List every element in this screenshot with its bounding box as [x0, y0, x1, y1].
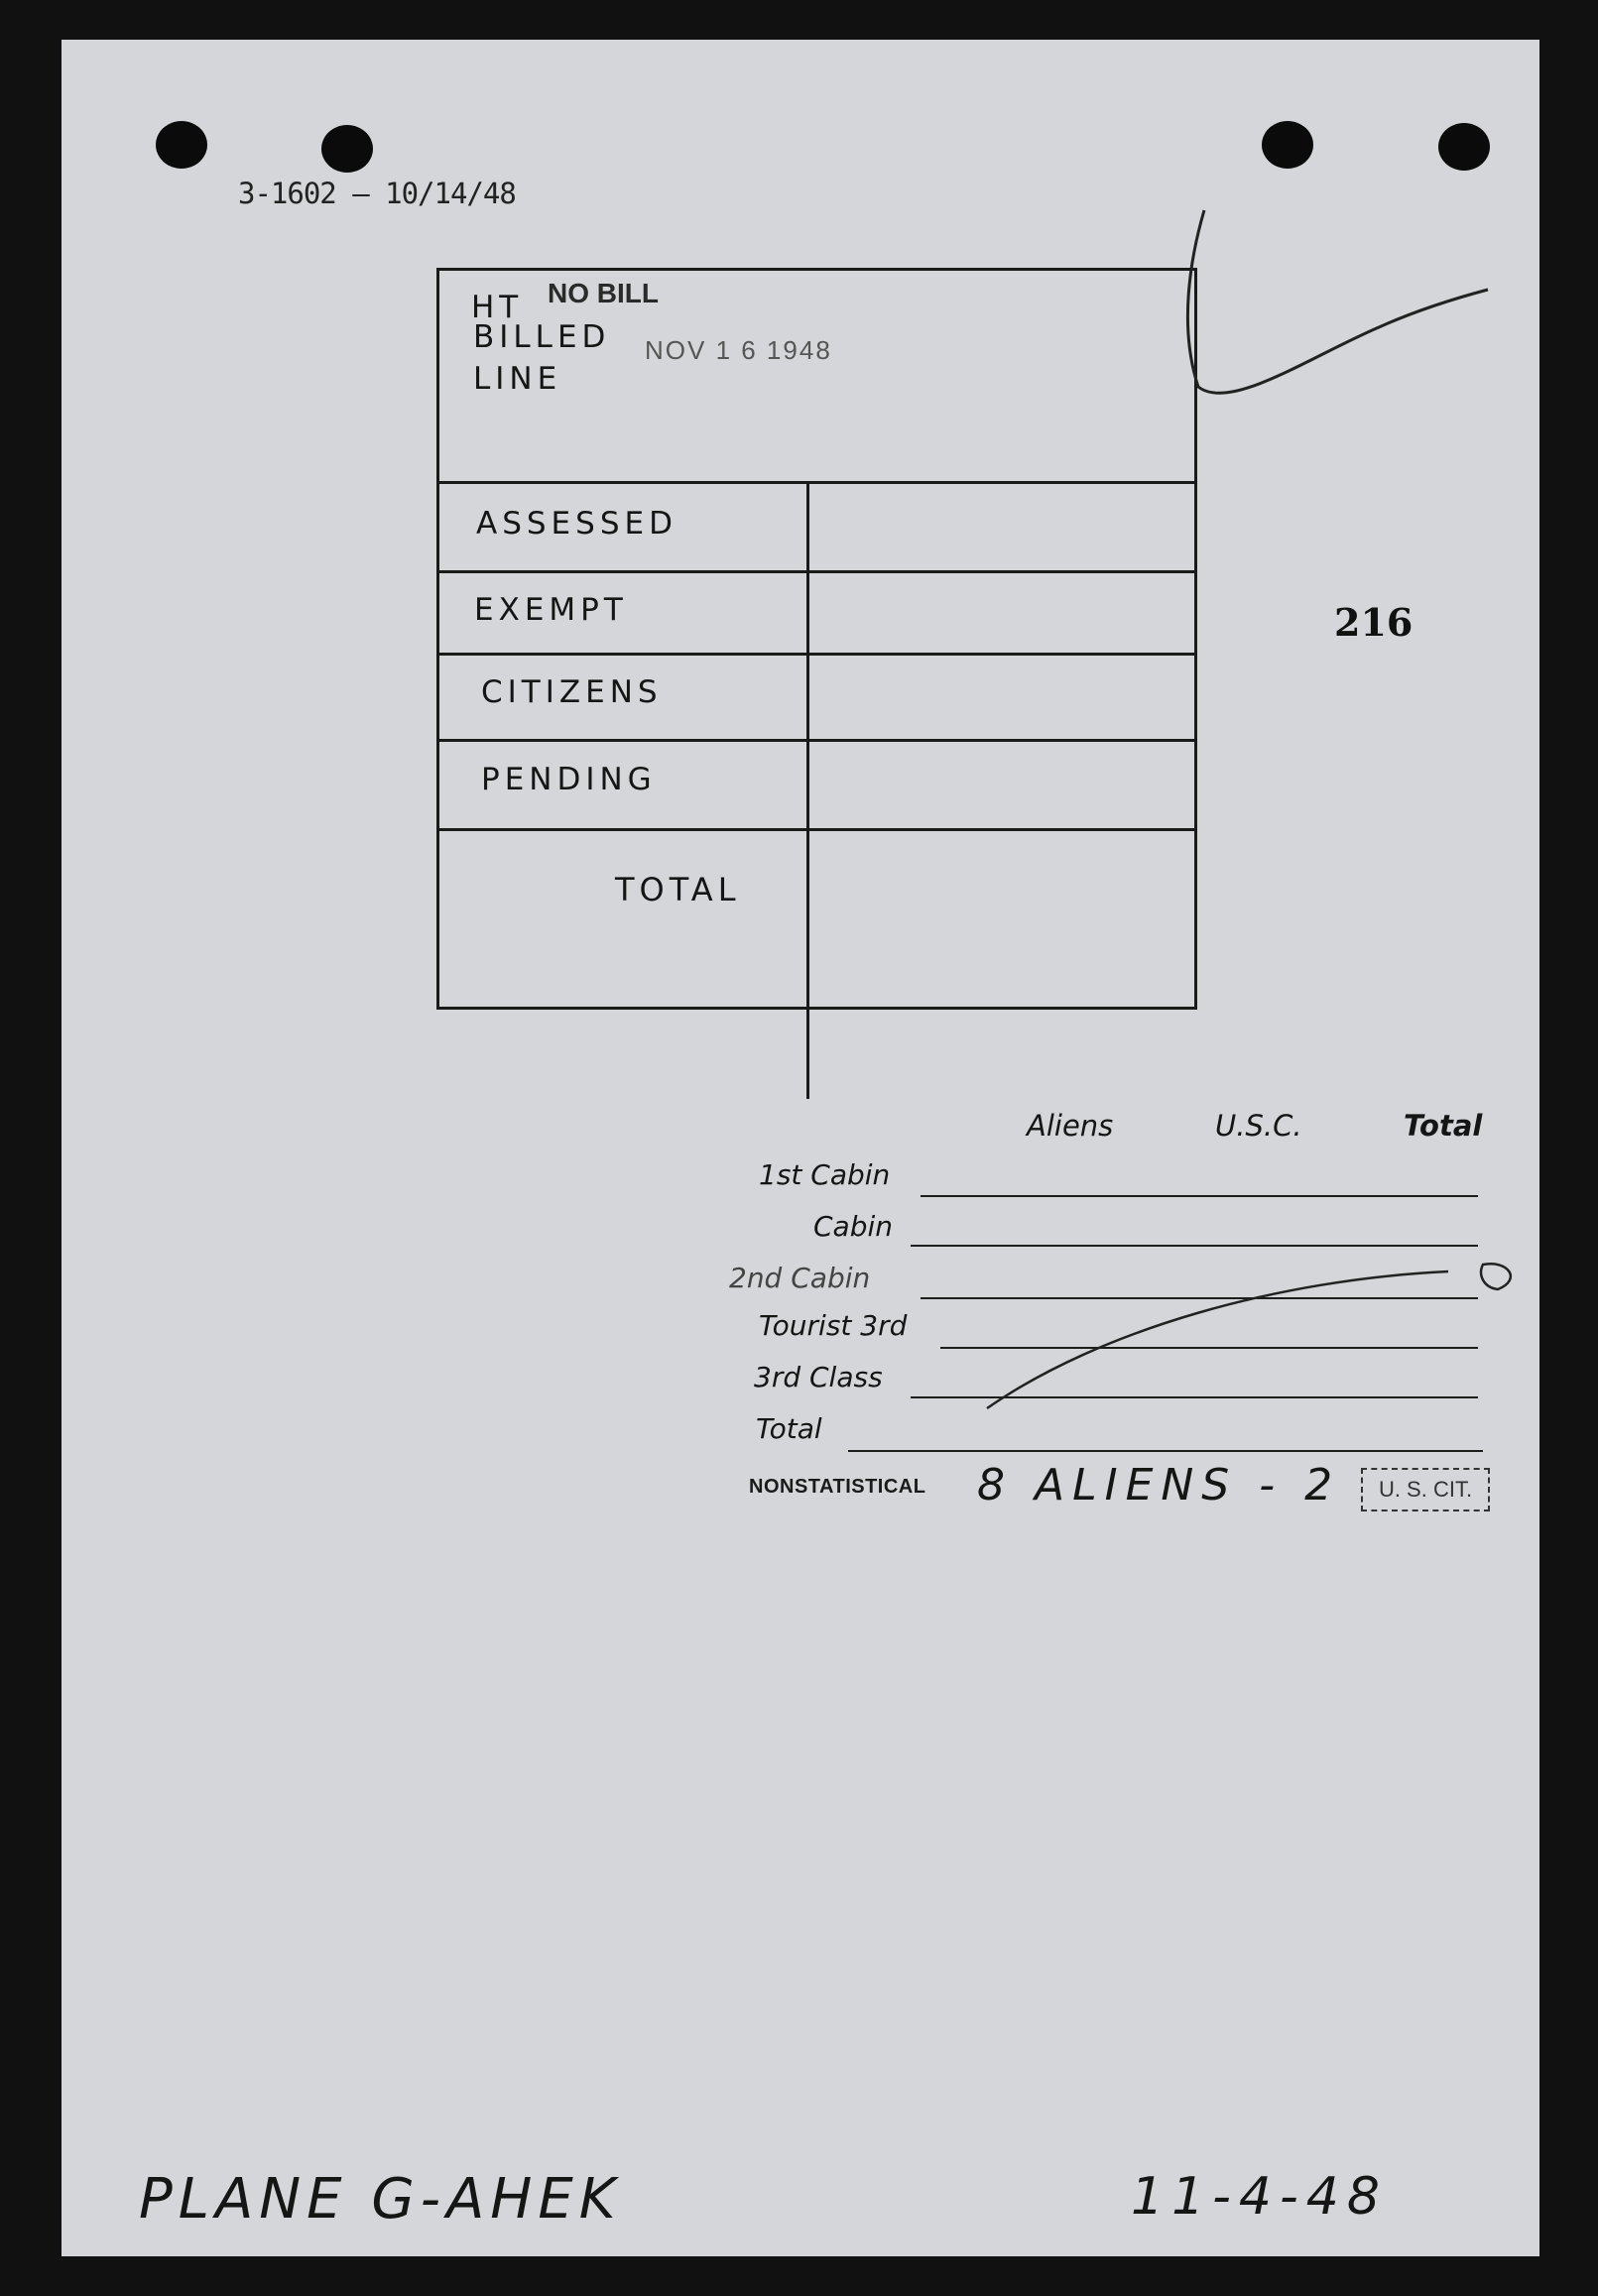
entry-line [911, 1245, 1478, 1247]
sheet-number: 216 [1334, 600, 1414, 645]
footer-date: 11-4-48 [1131, 2167, 1388, 2227]
col-total: Total [1404, 1109, 1483, 1143]
divider [439, 481, 1194, 484]
reference-number: 3-1602 — 10/14/48 [238, 177, 516, 210]
entry-line [848, 1450, 1483, 1452]
divider [439, 570, 1194, 573]
row-total: TOTAL [615, 871, 741, 908]
line-billed: BILLED [473, 319, 611, 355]
nonstatistical-value: 8 ALIENS - 2 [977, 1460, 1341, 1511]
punch-hole [156, 121, 207, 169]
date-stamp: NOV 1 6 1948 [645, 335, 832, 365]
row-exempt: EXEMPT [474, 592, 628, 628]
nonstatistical-label: NONSTATISTICAL [749, 1476, 926, 1498]
plane-id: PLANE G-AHEK [139, 2167, 622, 2232]
divider [439, 739, 1194, 742]
row-total-class: Total [756, 1412, 822, 1445]
col-aliens: Aliens [1027, 1109, 1114, 1143]
row-2nd-cabin: 2nd Cabin [729, 1262, 871, 1294]
col-usc: U.S.C. [1215, 1109, 1302, 1143]
row-cabin: Cabin [813, 1210, 894, 1243]
us-cit-stamp: U. S. CIT. [1361, 1468, 1490, 1511]
punch-hole [321, 125, 373, 173]
row-citizens: CITIZENS [481, 674, 663, 710]
strike-line [982, 1260, 1537, 1418]
row-pending: PENDING [481, 762, 657, 797]
line-line: LINE [473, 361, 562, 397]
line-ht: HT [471, 290, 524, 325]
punch-hole [1262, 121, 1313, 169]
divider [439, 653, 1194, 656]
row-3rd-class: 3rd Class [754, 1361, 883, 1393]
row-1st-cabin: 1st Cabin [759, 1158, 891, 1191]
punch-hole [1438, 123, 1490, 171]
check-mark [1170, 198, 1498, 417]
no-bill-stamp: NO BILL [548, 278, 659, 308]
row-tourist-3rd: Tourist 3rd [759, 1309, 908, 1342]
column-divider [806, 484, 809, 1099]
divider [439, 828, 1194, 831]
entry-line [921, 1195, 1478, 1197]
row-assessed: ASSESSED [476, 506, 677, 542]
